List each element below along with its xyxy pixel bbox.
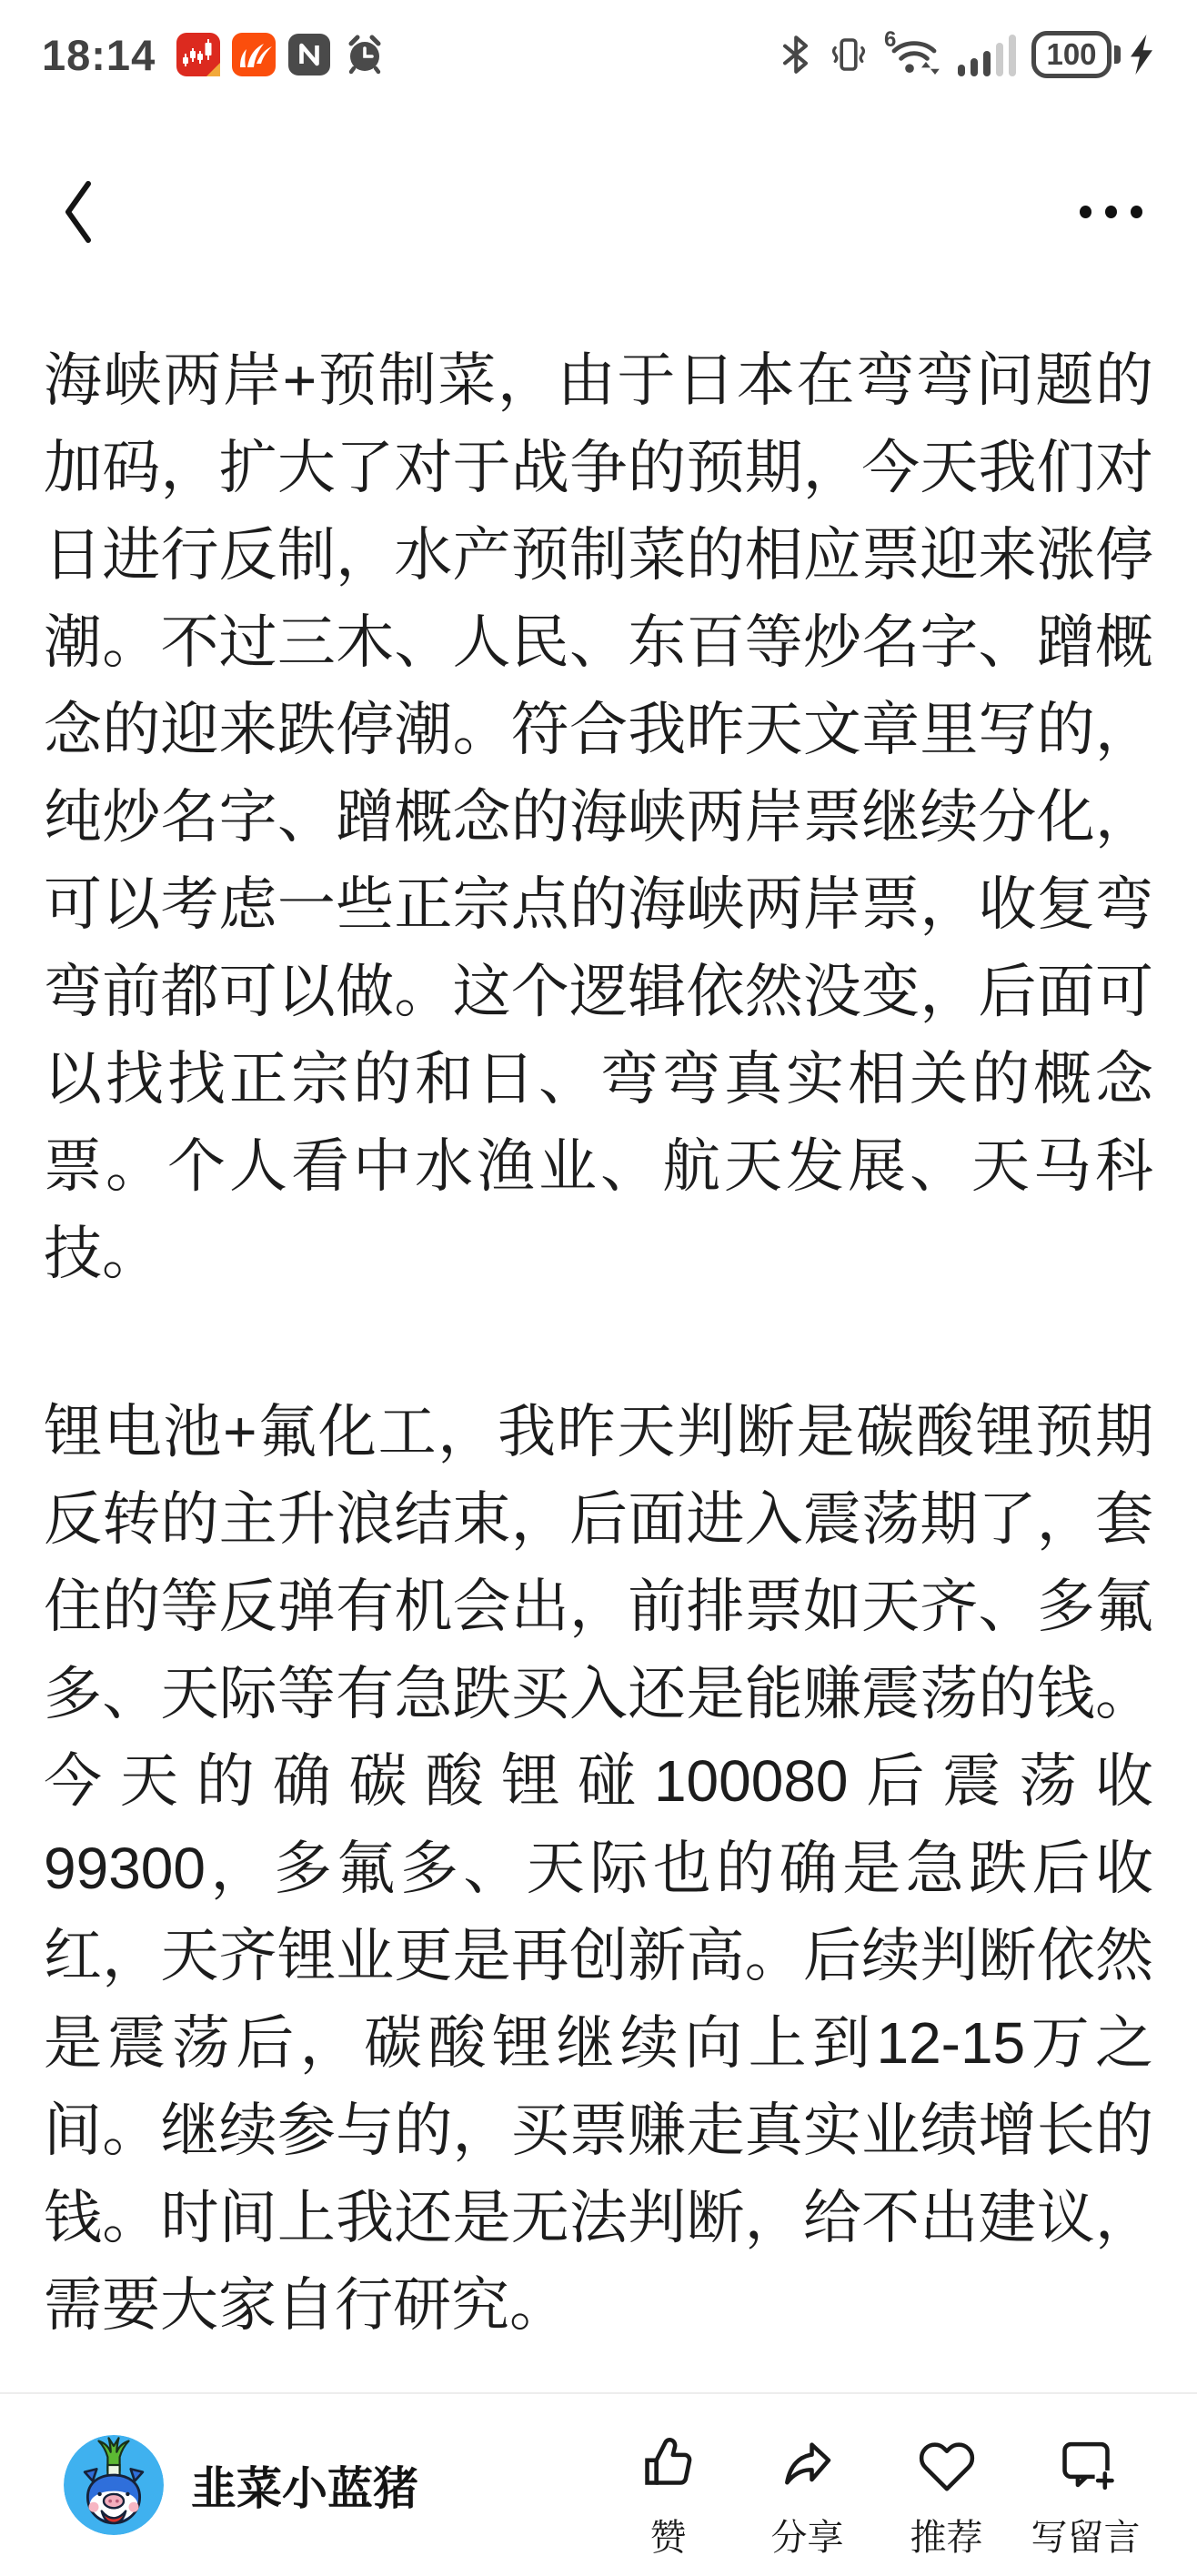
action-buttons [598, 2434, 1155, 2561]
more-menu-button[interactable] [1080, 196, 1142, 227]
ellipsis-icon [1080, 206, 1091, 218]
thumbs-up-icon [639, 2434, 698, 2494]
comment-button[interactable] [1016, 2434, 1155, 2561]
share-button[interactable] [738, 2434, 877, 2561]
battery-indicator [1031, 31, 1155, 78]
status-bar [0, 0, 1197, 100]
nav-bar [0, 144, 1197, 280]
signal-icon [958, 33, 1016, 76]
article-paragraph: 锂电池+氟化工，我昨天判断是碳酸锂预期反转的主升浪结束，后面进入震荡期了，套住的等反弹有机会出，前排票如天齐、多氟多、天际等有急跌买入还是能赚震荡的钱。今天的确碳酸锂碰100080后震荡收99300，多氟多、天际也的确是急跌后收红，天齐锂业更是再创新高。后续判断依然是震荡后，碳酸锂继续向上到12-15万之间。继续参与的，买票赚走真实业绩增长的钱。时间上我还是无法判断，给不出建议，需要大家自行研究。 [44, 1399, 1153, 2338]
share-icon [779, 2434, 837, 2494]
author-row[interactable] [64, 2435, 418, 2535]
battery-nub [1114, 45, 1121, 64]
recommend-button[interactable] [877, 2434, 1016, 2561]
heart-icon [918, 2434, 976, 2494]
status-bar-right [780, 27, 1155, 78]
wifi-icon [884, 27, 942, 78]
back-button[interactable] [60, 177, 102, 247]
avatar[interactable] [64, 2435, 164, 2535]
vibrate-icon [827, 33, 870, 76]
charging-bolt-icon [1128, 33, 1155, 76]
nfc-icon [287, 33, 331, 76]
share-label: 分享 [770, 2517, 844, 2558]
battery-icon [1031, 31, 1112, 78]
stock-app-icon [176, 33, 220, 76]
battery-level: 100 [1046, 37, 1097, 71]
recommend-label: 推荐 [910, 2517, 983, 2558]
comment-plus-icon [1057, 2434, 1115, 2494]
blue-pig-leek-avatar [64, 2435, 164, 2535]
like-button[interactable] [598, 2434, 738, 2561]
article-paragraph: 海峡两岸+预制菜，由于日本在弯弯问题的加码，扩大了对于战争的预期，今天我们对日进行反制，水产预制菜的相应票迎来涨停潮。不过三木、人民、东百等炒名字、蹭概念的迎来跌停潮。符合我昨天文章里写的，纯炒名字、蹭概念的海峡两岸票继续分化，可以考虑一些正宗点的海峡两岸票，收复弯弯前都可以做。这个逻辑依然没变，后面可以找找正宗的和日、弯弯真实相关的概念票。个人看中水渔业、航天发展、天马科技。 [44, 347, 1153, 1286]
like-label: 赞 [649, 2517, 687, 2558]
alarm-icon [343, 33, 387, 76]
chevron-left-icon [60, 179, 96, 245]
article-body [44, 337, 1153, 2383]
bluetooth-icon [780, 33, 811, 76]
finance-app-icon [232, 33, 276, 76]
author-name[interactable]: 韭菜小蓝猪 [191, 2463, 418, 2514]
wifi6-label: 6 [884, 27, 897, 52]
clock-text: 18:14 [42, 30, 156, 79]
footer-bar [0, 2392, 1197, 2576]
status-bar-left [42, 30, 387, 80]
comment-label: 写留言 [1031, 2517, 1141, 2558]
